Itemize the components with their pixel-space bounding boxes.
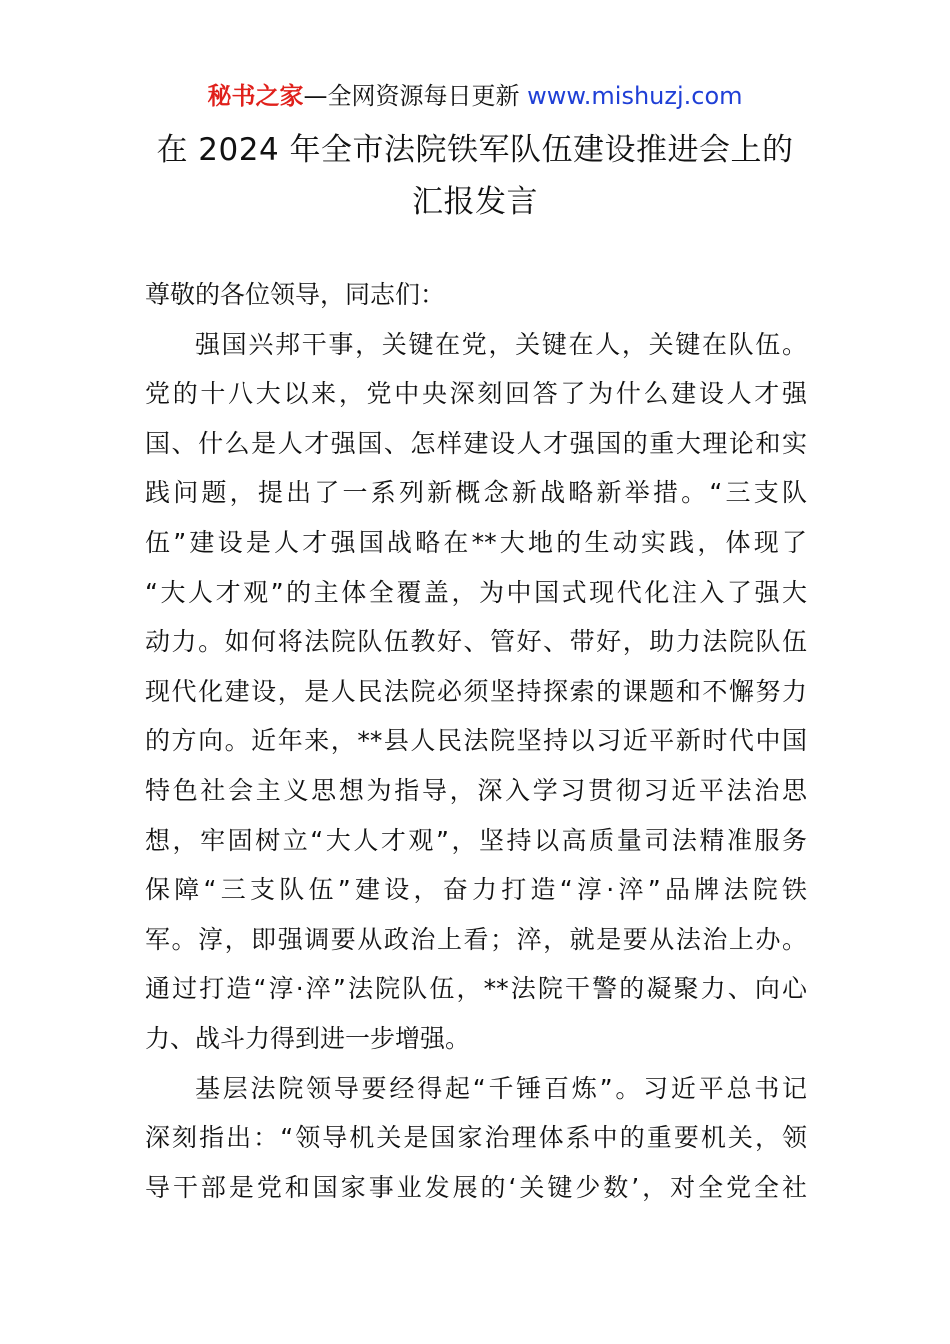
text-line: 导干部是党和国家事业发展的‘关键少数’，对全党全社	[145, 1172, 807, 1202]
text-line: 现代化建设，是人民法院必须坚持探索的课题和不懈努力	[145, 676, 807, 706]
site-url-link[interactable]: www.mishuzj.com	[527, 82, 743, 110]
text-line: 践问题，提出了一系列新概念新战略新举措。“三支队	[145, 478, 807, 508]
site-slogan: —全网资源每日更新	[303, 82, 520, 110]
paragraph-1	[145, 320, 807, 1064]
text-line: 动力。如何将法院队伍教好、管好、带好，助力法院队伍	[145, 627, 807, 657]
text-line: 的方向。近年来，**县人民法院坚持以习近平新时代中国	[145, 726, 807, 756]
text-line: 军。淳，即强调要从政治上看；淬，就是要从法治上办。	[145, 924, 807, 954]
text-line: 强国兴邦干事，关键在党，关键在人，关键在队伍。	[195, 329, 807, 359]
site-header	[0, 80, 950, 112]
text-line: 基层法院领导要经得起“千锤百炼”。习近平总书记	[195, 1073, 807, 1103]
title-line-1: 在 2024 年全市法院铁军队伍建设推进会上的	[156, 132, 794, 168]
text-line: 伍”建设是人才强国战略在**大地的生动实践，体现了	[145, 527, 807, 557]
text-line: 特色社会主义思想为指导，深入学习贯彻习近平法治思	[145, 775, 807, 805]
site-brand: 秘书之家	[207, 82, 304, 110]
paragraph-2	[145, 1064, 807, 1213]
text-line: 力、战斗力得到进一步增强。	[145, 1023, 471, 1053]
text-line: 通过打造“淳·淬”法院队伍，**法院干警的凝聚力、向心	[145, 974, 807, 1004]
title-line-2: 汇报发言	[412, 184, 538, 220]
document-body	[145, 270, 807, 1212]
text-line: 国、什么是人才强国、怎样建设人才强国的重大理论和实	[145, 428, 807, 458]
text-line: “大人才观”的主体全覆盖，为中国式现代化注入了强大	[145, 577, 807, 607]
text-line: 保障“三支队伍”建设，奋力打造“淳·淬”品牌法院铁	[145, 875, 807, 905]
text-line: 党的十八大以来，党中央深刻回答了为什么建设人才强	[145, 379, 807, 409]
document-title	[0, 124, 950, 228]
text-line: 深刻指出：“领导机关是国家治理体系中的重要机关，领	[145, 1123, 807, 1153]
text-line: 想，牢固树立“大人才观”，坚持以高质量司法精准服务	[145, 825, 807, 855]
salutation: 尊敬的各位领导，同志们：	[145, 280, 446, 309]
